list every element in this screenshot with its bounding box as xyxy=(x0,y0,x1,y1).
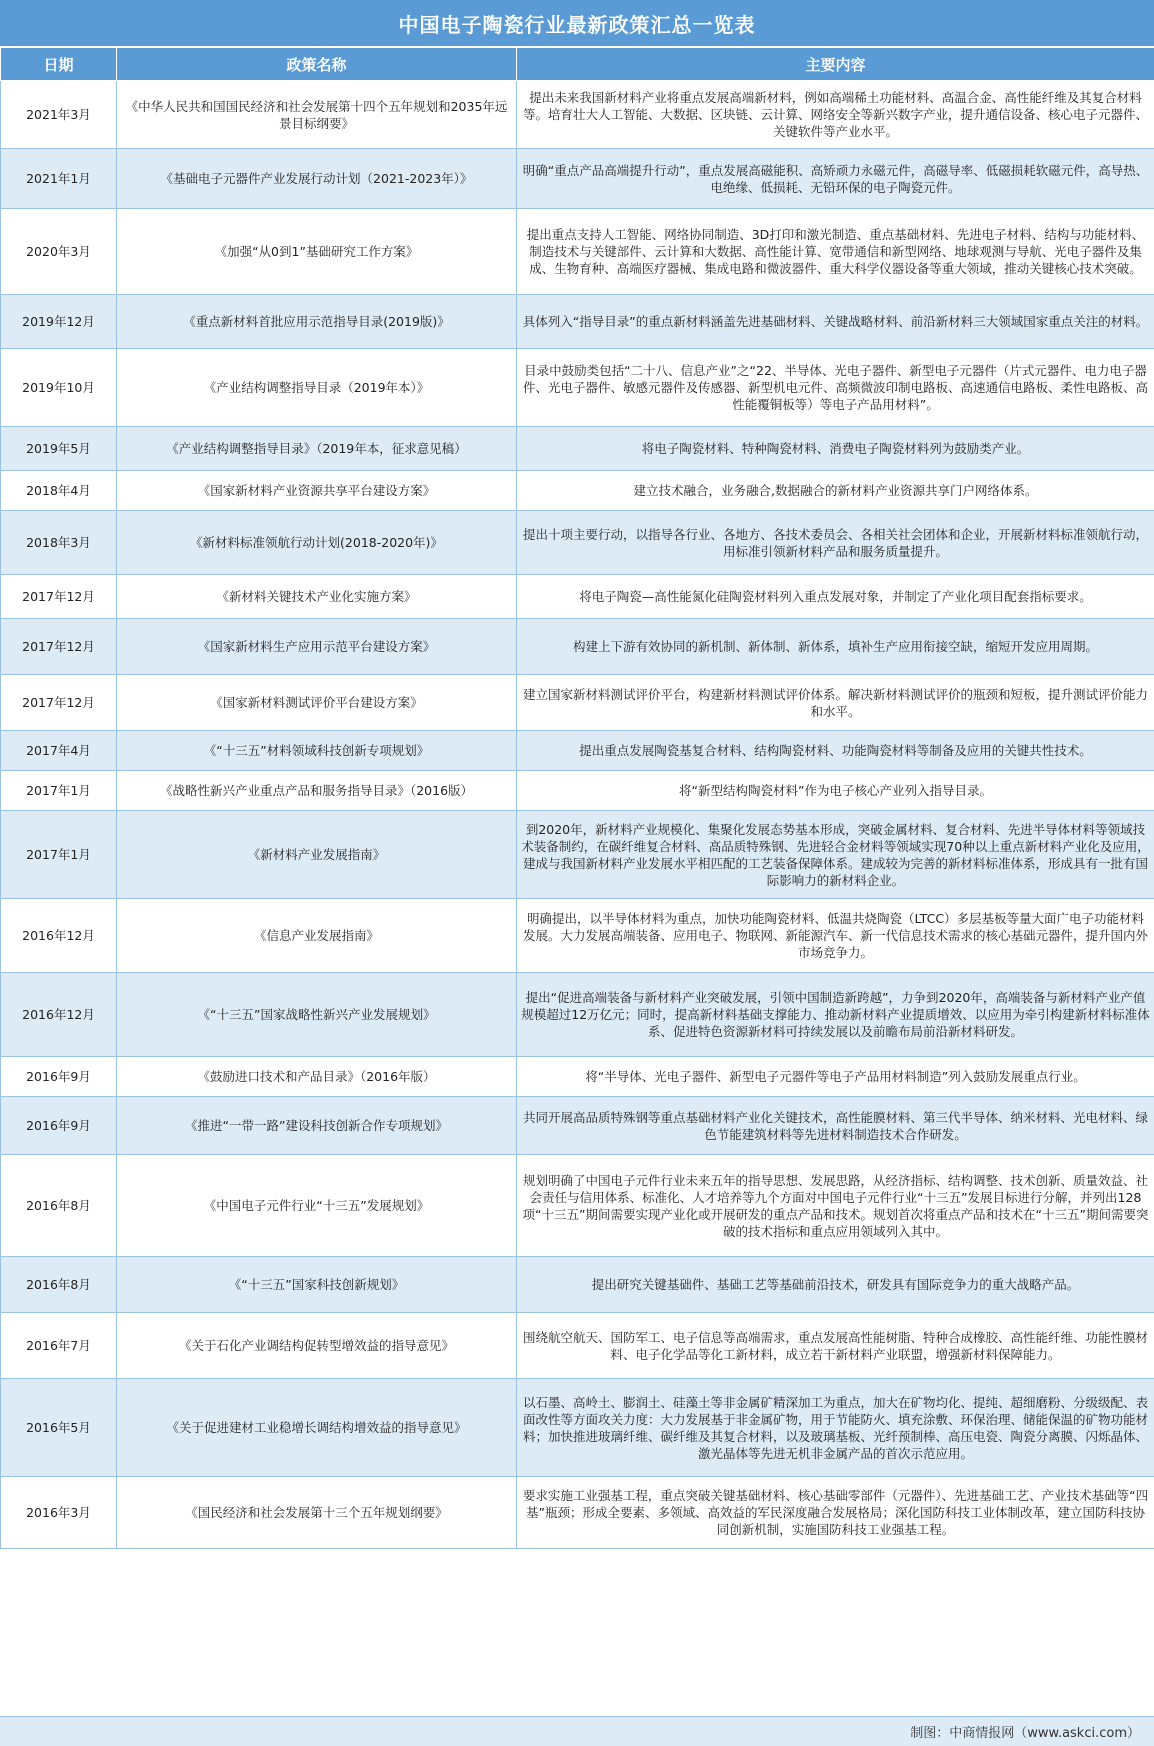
row-policy-name: 《关于石化产业调结构促转型增效益的指导意见》 xyxy=(117,1313,517,1379)
table-row xyxy=(1,731,1154,771)
row-main-content: 提出未来我国新材料产业将重点发展高端新材料，例如高端稀土功能材料、高温合金、高性能纤维及其复合材料等。培育壮大人工智能、大数据、区块链、云计算、网络安全等新兴数字产业，提升通信设备、核心电子元器件、关键软件等产业水平。 xyxy=(517,81,1154,149)
table-header-row xyxy=(1,48,1154,81)
row-main-content: 明确“重点产品高端提升行动”，重点发展高磁能积、高矫顽力永磁元件，高磁导率、低磁损耗软磁元件，高导热、电绝缘、低损耗、无铅环保的电子陶瓷元件。 xyxy=(517,149,1154,209)
row-policy-name: 《新材料标准领航行动计划(2018-2020年)》 xyxy=(117,511,517,575)
row-date: 2016年9月 xyxy=(1,1097,117,1155)
row-policy-name: 《产业结构调整指导目录（2019年本）》 xyxy=(117,349,517,427)
row-main-content: 提出研究关键基础件、基础工艺等基础前沿技术，研发具有国际竞争力的重大战略产品。 xyxy=(517,1257,1154,1313)
row-main-content: 建立技术融合，业务融合,数据融合的新材料产业资源共享门户网络体系。 xyxy=(517,471,1154,511)
table-row xyxy=(1,619,1154,675)
row-date: 2020年3月 xyxy=(1,209,117,295)
table-row xyxy=(1,1313,1154,1379)
row-date: 2017年12月 xyxy=(1,619,117,675)
row-date: 2021年3月 xyxy=(1,81,117,149)
table-row xyxy=(1,511,1154,575)
table-row xyxy=(1,771,1154,811)
row-main-content: 将电子陶瓷—高性能氮化硅陶瓷材料列入重点发展对象，并制定了产业化项目配套指标要求。 xyxy=(517,575,1154,619)
row-main-content: 提出十项主要行动，以指导各行业、各地方、各技术委员会、各相关社会团体和企业，开展新材料标准领航行动，用标准引领新材料产品和服务质量提升。 xyxy=(517,511,1154,575)
row-main-content: 构建上下游有效协同的新机制、新体制、新体系，填补生产应用衔接空缺，缩短开发应用周期。 xyxy=(517,619,1154,675)
row-date: 2016年8月 xyxy=(1,1155,117,1257)
source-credit: 制图：中商情报网（www.askci.com） xyxy=(0,1716,1154,1746)
row-main-content: 规划明确了中国电子元件行业未来五年的指导思想、发展思路，从经济指标、结构调整、技术创新、质量效益、社会责任与信用体系、标准化、人才培养等九个方面对中国电子元件行业“十三五”发展目标进行分解，并列出128项“十三五”期间需要实现产业化或开展研发的重点产品和技术。规划首次将重点产品和技术在“十三五”期间需要突破的技术指标和重点应用领域列入其中。 xyxy=(517,1155,1154,1257)
row-date: 2016年9月 xyxy=(1,1057,117,1097)
table-row xyxy=(1,209,1154,295)
row-date: 2017年12月 xyxy=(1,575,117,619)
row-date: 2016年12月 xyxy=(1,973,117,1057)
policy-table xyxy=(0,47,1154,1549)
row-policy-name: 《鼓励进口技术和产品目录》（2016年版） xyxy=(117,1057,517,1097)
row-policy-name: 《基础电子元器件产业发展行动计划（2021-2023年）》 xyxy=(117,149,517,209)
header-policy-name: 政策名称 xyxy=(117,48,517,81)
table-row xyxy=(1,349,1154,427)
row-policy-name: 《国家新材料生产应用示范平台建设方案》 xyxy=(117,619,517,675)
header-main-content: 主要内容 xyxy=(517,48,1154,81)
row-policy-name: 《国家新材料测试评价平台建设方案》 xyxy=(117,675,517,731)
row-policy-name: 《“十三五”国家战略性新兴产业发展规划》 xyxy=(117,973,517,1057)
row-main-content: 具体列入“指导目录”的重点新材料涵盖先进基础材料、关键战略材料、前沿新材料三大领域国家重点关注的材料。 xyxy=(517,295,1154,349)
row-policy-name: 《新材料关键技术产业化实施方案》 xyxy=(117,575,517,619)
row-main-content: 将“半导体、光电子器件、新型电子元器件等电子产品用材料制造”列入鼓励发展重点行业。 xyxy=(517,1057,1154,1097)
row-date: 2019年5月 xyxy=(1,427,117,471)
row-main-content: 以石墨、高岭土、膨润土、硅藻土等非金属矿精深加工为重点，加大在矿物均化、提纯、超细磨粉、分级级配、表面改性等方面攻关力度：大力发展基于非金属矿物，用于节能防火、填充涂敷、环保治理、储能保温的矿物功能材料；加快推进玻璃纤维、碳纤维及其复合材料，以及玻璃基板、光纤预制棒、高压电瓷、陶瓷分离膜、闪烁晶体、激光晶体等先进无机非金属产品的首次示范应用。 xyxy=(517,1379,1154,1477)
table-row xyxy=(1,1379,1154,1477)
row-date: 2016年5月 xyxy=(1,1379,117,1477)
row-policy-name: 《新材料产业发展指南》 xyxy=(117,811,517,899)
row-main-content: 目录中鼓励类包括“二十八、信息产业”之“22、半导体、光电子器件、新型电子元器件（片式元器件、电力电子器件、光电子器件、敏感元器件及传感器、新型机电元件、高频微波印制电路板、高速通信电路板、柔性电路板、高性能覆铜板等）等电子产品用材料”。 xyxy=(517,349,1154,427)
table-row xyxy=(1,81,1154,149)
row-main-content: 要求实施工业强基工程，重点突破关键基础材料、核心基础零部件（元器件）、先进基础工艺、产业技术基础等“四基”瓶颈；形成全要素、多领域、高效益的军民深度融合发展格局；深化国防科技工业体制改革，建立国防科技协同创新机制，实施国防科技工业强基工程。 xyxy=(517,1477,1154,1549)
row-date: 2019年12月 xyxy=(1,295,117,349)
row-main-content: 提出重点支持人工智能、网络协同制造、3D打印和激光制造、重点基础材料、先进电子材料、结构与功能材料、制造技术与关键部件、云计算和大数据、高性能计算、宽带通信和新型网络、地球观测与导航、光电子器件及集成、生物育种、高端医疗器械、集成电路和微波器件、重大科学仪器设备等重大领域，推动关键核心技术突破。 xyxy=(517,209,1154,295)
row-main-content: 到2020年，新材料产业规模化、集聚化发展态势基本形成，突破金属材料、复合材料、先进半导体材料等领域技术装备制约，在碳纤维复合材料、高品质特殊钢、先进轻合金材料等领域实现70种以上重点新材料产业化及应用，建成与我国新材料产业发展水平相匹配的工艺装备保障体系。建成较为完善的新材料标准体系，形成具有一批有国际影响力的新材料企业。 xyxy=(517,811,1154,899)
table-row xyxy=(1,675,1154,731)
row-main-content: 将电子陶瓷材料、特种陶瓷材料、消费电子陶瓷材料列为鼓励类产业。 xyxy=(517,427,1154,471)
row-policy-name: 《中华人民共和国国民经济和社会发展第十四个五年规划和2035年远景目标纲要》 xyxy=(117,81,517,149)
table-row xyxy=(1,149,1154,209)
row-date: 2016年8月 xyxy=(1,1257,117,1313)
row-main-content: 共同开展高品质特殊钢等重点基础材料产业化关键技术，高性能膜材料、第三代半导体、纳米材料、光电材料、绿色节能建筑材料等先进材料制造技术合作研发。 xyxy=(517,1097,1154,1155)
row-main-content: 建立国家新材料测试评价平台，构建新材料测试评价体系。解决新材料测试评价的瓶颈和短板，提升测试评价能力和水平。 xyxy=(517,675,1154,731)
table-row xyxy=(1,1477,1154,1549)
table-row xyxy=(1,1155,1154,1257)
row-policy-name: 《“十三五”国家科技创新规划》 xyxy=(117,1257,517,1313)
row-date: 2016年3月 xyxy=(1,1477,117,1549)
row-date: 2017年1月 xyxy=(1,811,117,899)
row-date: 2017年1月 xyxy=(1,771,117,811)
row-date: 2016年7月 xyxy=(1,1313,117,1379)
row-policy-name: 《中国电子元件行业“十三五”发展规划》 xyxy=(117,1155,517,1257)
row-main-content: 将“新型结构陶瓷材料”作为电子核心产业列入指导目录。 xyxy=(517,771,1154,811)
row-policy-name: 《“十三五”材料领域科技创新专项规划》 xyxy=(117,731,517,771)
row-policy-name: 《关于促进建材工业稳增长调结构增效益的指导意见》 xyxy=(117,1379,517,1477)
table-row xyxy=(1,1097,1154,1155)
row-date: 2018年3月 xyxy=(1,511,117,575)
row-date: 2017年4月 xyxy=(1,731,117,771)
table-row xyxy=(1,1257,1154,1313)
table-row xyxy=(1,973,1154,1057)
row-date: 2018年4月 xyxy=(1,471,117,511)
row-policy-name: 《国民经济和社会发展第十三个五年规划纲要》 xyxy=(117,1477,517,1549)
row-policy-name: 《推进“一带一路”建设科技创新合作专项规划》 xyxy=(117,1097,517,1155)
header-date: 日期 xyxy=(1,48,117,81)
row-main-content: 明确提出，以半导体材料为重点，加快功能陶瓷材料、低温共烧陶瓷（LTCC）多层基板等量大面广电子功能材料发展。大力发展高端装备、应用电子、物联网、新能源汽车、新一代信息技术需求的核心基础元器件，提升国内外市场竞争力。 xyxy=(517,899,1154,973)
table-row xyxy=(1,811,1154,899)
table-row xyxy=(1,427,1154,471)
row-main-content: 提出重点发展陶瓷基复合材料、结构陶瓷材料、功能陶瓷材料等制备及应用的关键共性技术。 xyxy=(517,731,1154,771)
row-policy-name: 《信息产业发展指南》 xyxy=(117,899,517,973)
row-policy-name: 《重点新材料首批应用示范指导目录(2019版)》 xyxy=(117,295,517,349)
table-row xyxy=(1,899,1154,973)
table-row xyxy=(1,575,1154,619)
table-row xyxy=(1,471,1154,511)
row-date: 2016年12月 xyxy=(1,899,117,973)
row-policy-name: 《战略性新兴产业重点产品和服务指导目录》（2016版） xyxy=(117,771,517,811)
row-policy-name: 《产业结构调整指导目录》（2019年本，征求意见稿） xyxy=(117,427,517,471)
table-row xyxy=(1,1057,1154,1097)
row-date: 2021年1月 xyxy=(1,149,117,209)
row-policy-name: 《加强“从0到1”基础研究工作方案》 xyxy=(117,209,517,295)
table-row xyxy=(1,295,1154,349)
page-title: 中国电子陶瓷行业最新政策汇总一览表 xyxy=(0,0,1154,47)
row-date: 2019年10月 xyxy=(1,349,117,427)
row-main-content: 围绕航空航天、国防军工、电子信息等高端需求，重点发展高性能树脂、特种合成橡胶、高性能纤维、功能性膜材料、电子化学品等化工新材料，成立若干新材料产业联盟，增强新材料保障能力。 xyxy=(517,1313,1154,1379)
row-date: 2017年12月 xyxy=(1,675,117,731)
row-main-content: 提出“促进高端装备与新材料产业突破发展，引领中国制造新跨越”，力争到2020年，高端装备与新材料产业产值规模超过12万亿元；同时，提高新材料基础支撑能力、推动新材料产业提质增效、以应用为牵引构建新材料标准体系、促进特色资源新材料可持续发展以及前瞻布局前沿新材料研发。 xyxy=(517,973,1154,1057)
row-policy-name: 《国家新材料产业资源共享平台建设方案》 xyxy=(117,471,517,511)
